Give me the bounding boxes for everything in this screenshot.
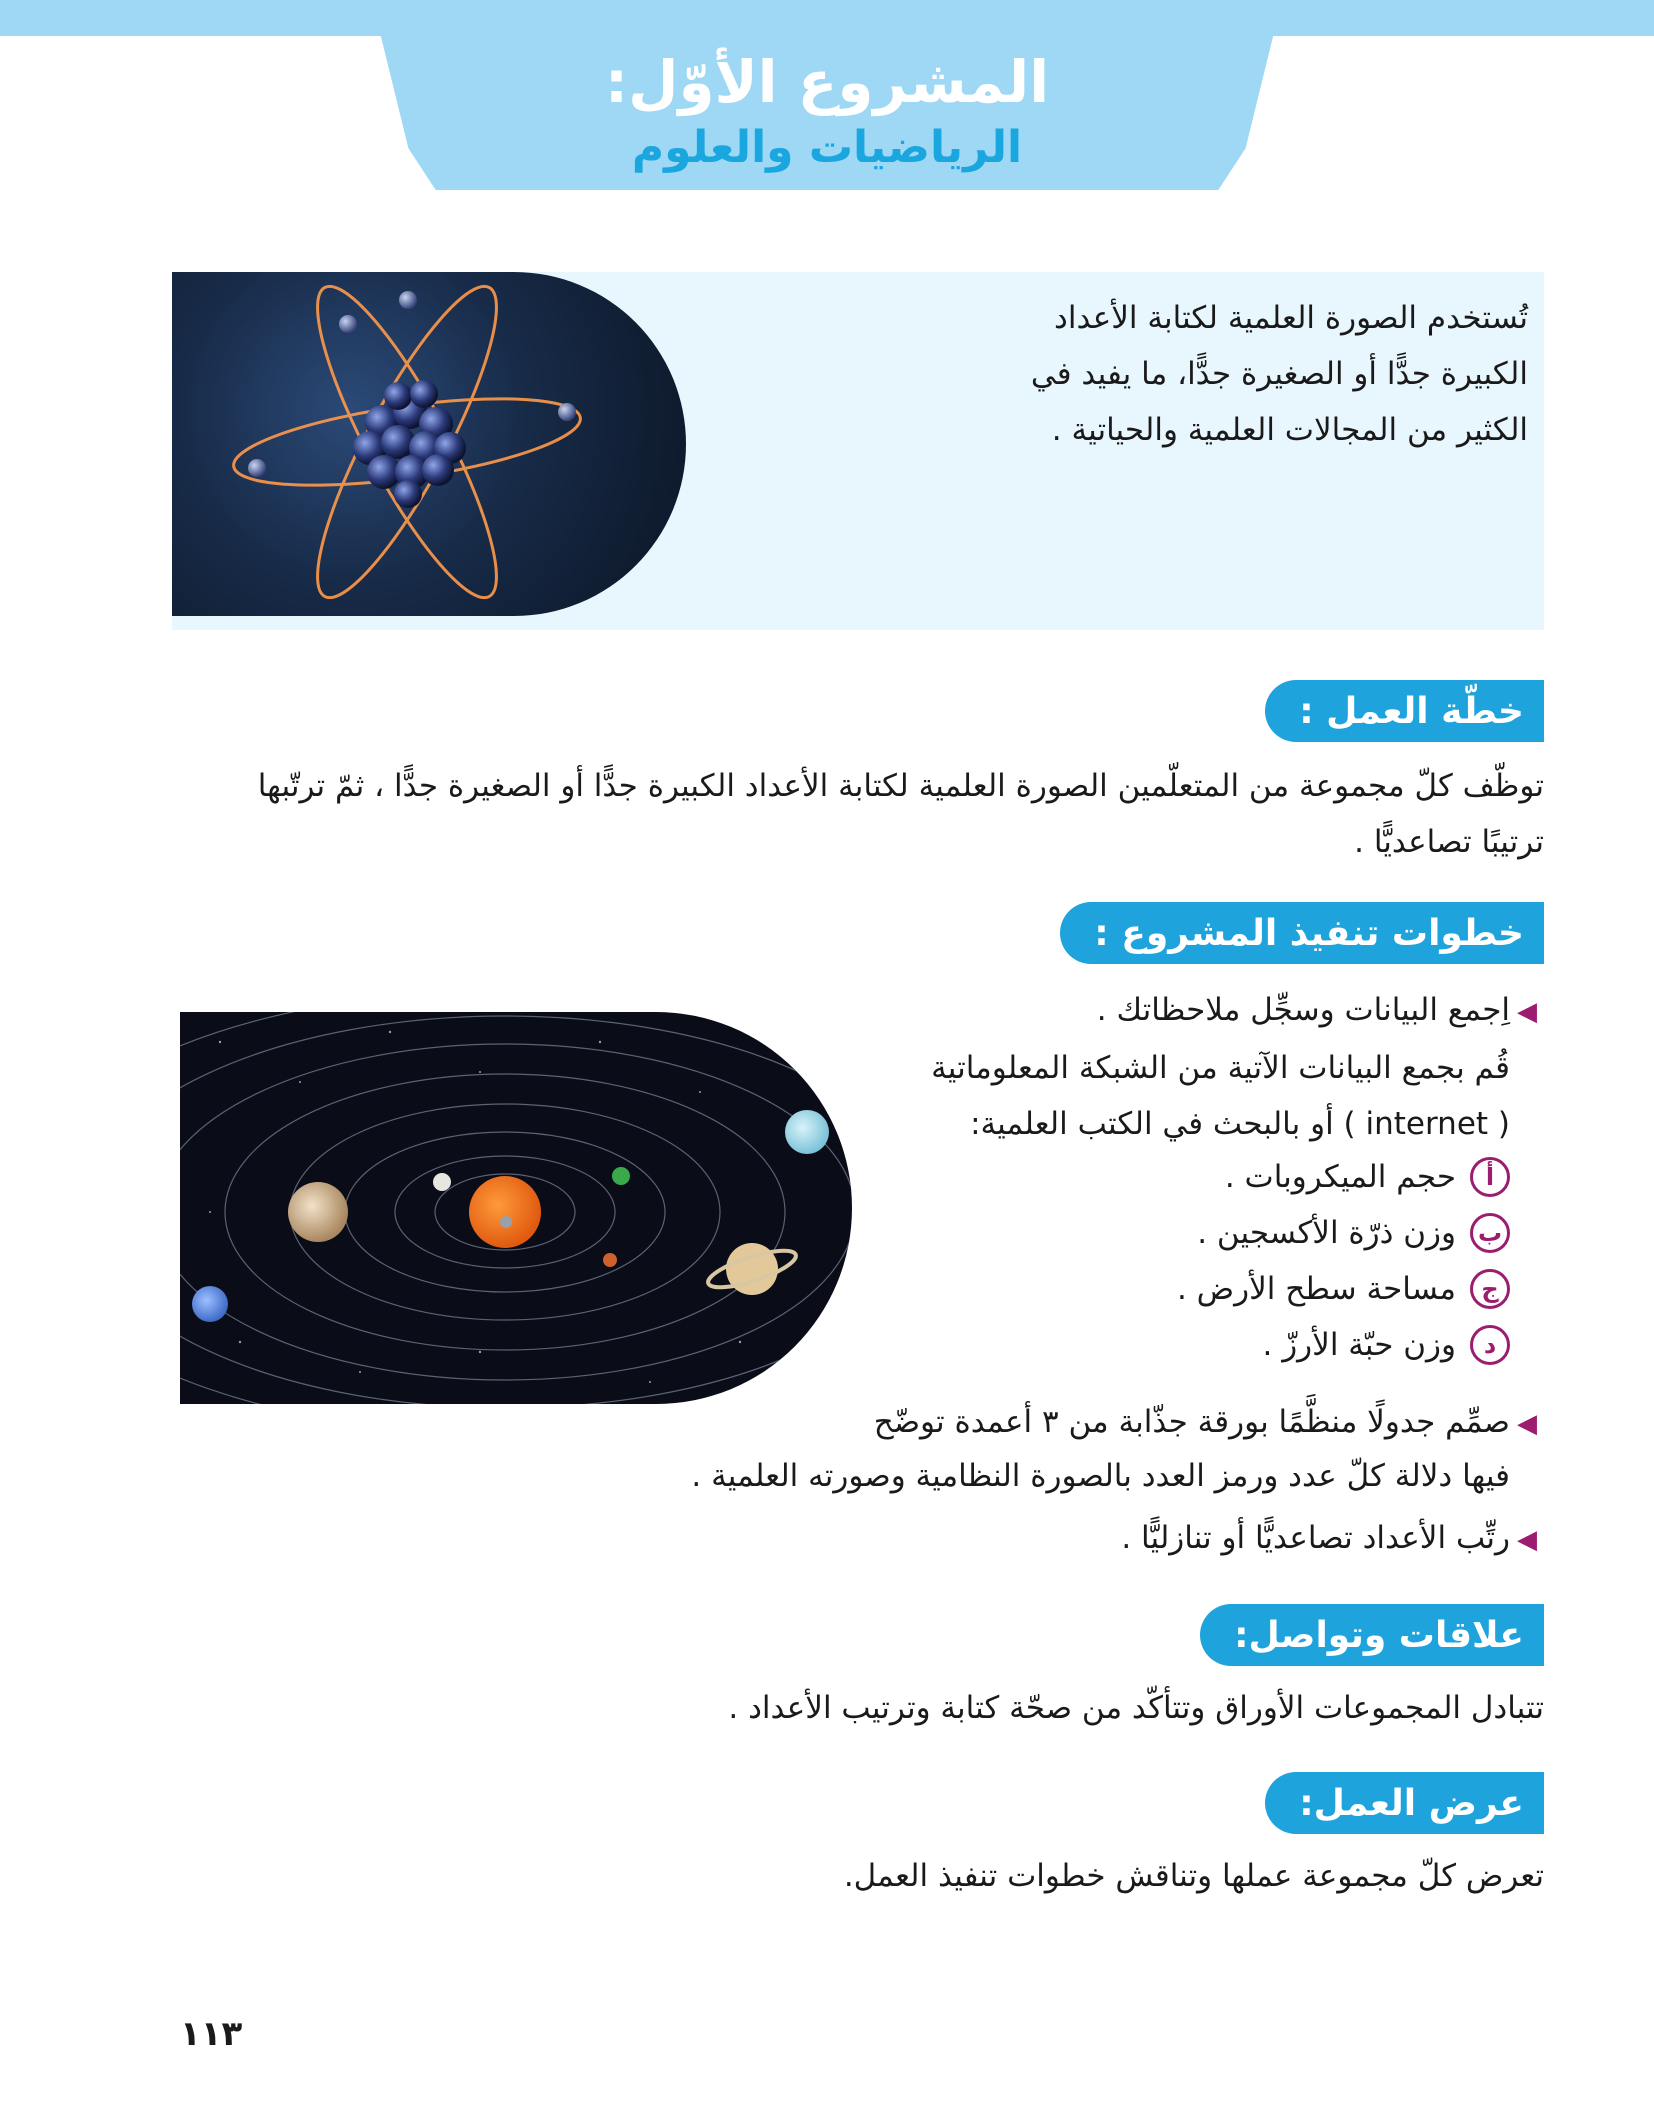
plan-line: توظّف كلّ مجموعة من المتعلّمين الصورة العلمية لكتابة الأعداد الكبيرة جدًّا أو الصغيرة جدًّا ، ثمّ ترتّبها — [257, 768, 1544, 804]
list-item — [1225, 1152, 1510, 1202]
bullet-arrow-icon: ◀ — [1517, 997, 1537, 1027]
item-text: وزن حبّة الأرزّ . — [1262, 1327, 1456, 1363]
step-2 — [874, 1394, 1544, 1452]
bullet-arrow-icon: ◀ — [1517, 1409, 1537, 1439]
list-item — [1197, 1208, 1510, 1258]
intro-line: الكبيرة جدًّا أو الصغيرة جدًّا، ما يفيد في — [1030, 356, 1528, 392]
step-text: رتِّب الأعداد تصاعديًّا أو تنازليًّا . — [1121, 1520, 1510, 1556]
step-text: صمِّم جدولًا منظَّمًا بورقة جذّابة من ٣ أعمدة توضّح — [873, 1404, 1510, 1440]
page-title: المشروع الأوّل: — [604, 48, 1050, 116]
step-1 — [1097, 982, 1544, 1040]
atom-illustration — [172, 272, 686, 616]
item-letter: أ — [1470, 1157, 1510, 1197]
step-3 — [1121, 1510, 1544, 1568]
section-heading-steps: خطوات تنفيذ المشروع : — [1060, 902, 1544, 964]
bullet-arrow-icon: ◀ — [1517, 1525, 1537, 1555]
page-number: ١١٣ — [180, 2014, 243, 2054]
intro-line: تُستخدم الصورة العلمية لكتابة الأعداد — [1054, 300, 1528, 336]
item-text: مساحة سطح الأرض . — [1176, 1271, 1456, 1307]
section-heading-presentation: عرض العمل: — [1265, 1772, 1544, 1834]
relations-text: تتبادل المجموعات الأوراق وتتأكّد من صحّة كتابة وترتيب الأعداد . — [728, 1690, 1544, 1726]
section-heading-plan: خطّة العمل : — [1265, 680, 1544, 742]
intro-text — [928, 290, 1528, 458]
item-letter: ج — [1470, 1269, 1510, 1309]
item-text: حجم الميكروبات . — [1224, 1159, 1456, 1195]
item-letter: د — [1470, 1325, 1510, 1365]
item-letter: ب — [1470, 1213, 1510, 1253]
solar-system-illustration — [180, 1012, 852, 1404]
page-subtitle: الرياضيات والعلوم — [631, 122, 1023, 173]
list-item — [1177, 1264, 1510, 1314]
step-2-detail: فيها دلالة كلّ عدد ورمز العدد بالصورة النظامية وصورته العلمية . — [691, 1458, 1510, 1494]
list-item — [1263, 1320, 1511, 1370]
step-1-detail: ( internet ) أو بالبحث في الكتب العلمية: — [970, 1106, 1510, 1142]
step-text: اِجمع البيانات وسجِّل ملاحظاتك . — [1096, 992, 1510, 1028]
step-1-detail: قُم بجمع البيانات الآتية من الشبكة المعلوماتية — [931, 1050, 1510, 1086]
item-text: وزن ذرّة الأكسجين . — [1197, 1215, 1456, 1251]
plan-line: ترتيبًا تصاعديًّا . — [1354, 824, 1544, 860]
section-heading-relations: علاقات وتواصل: — [1200, 1604, 1544, 1666]
plan-text — [144, 758, 1544, 870]
presentation-text: تعرض كلّ مجموعة عملها وتناقش خطوات تنفيذ العمل. — [843, 1858, 1544, 1894]
intro-line: الكثير من المجالات العلمية والحياتية . — [1051, 412, 1528, 448]
